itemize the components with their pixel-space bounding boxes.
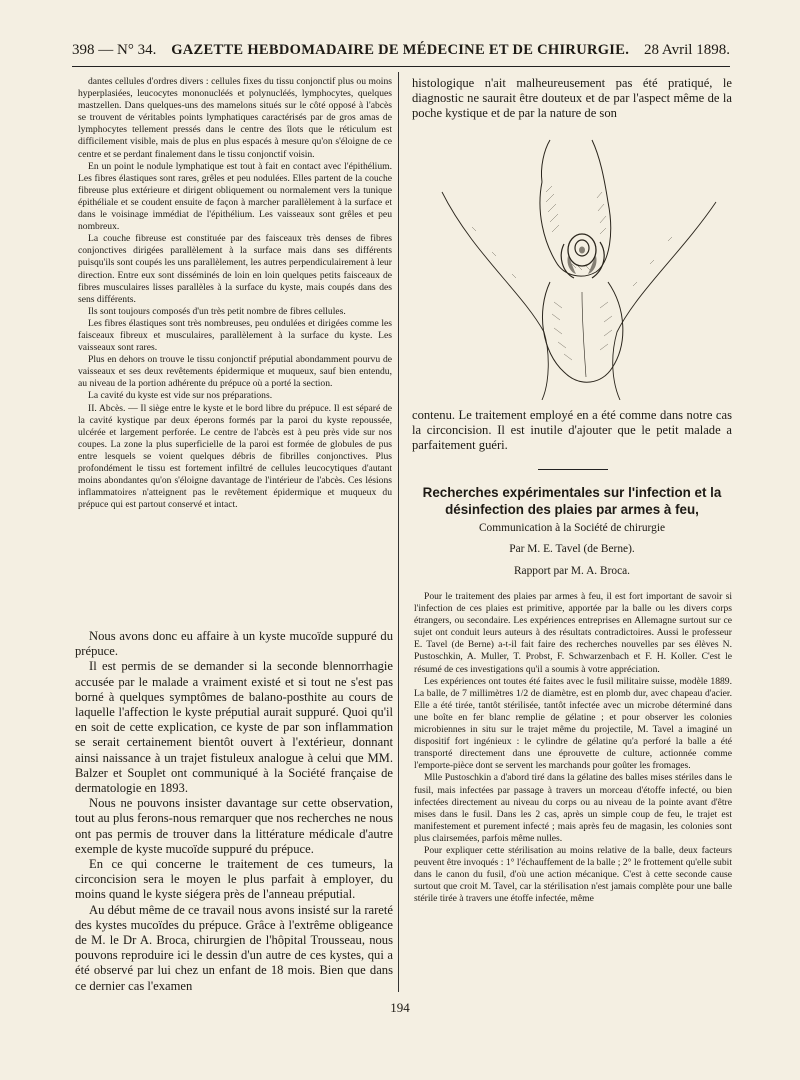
paragraph: Pour expliquer cette stérilisation au moins relative de la balle, deux facteurs peuvent être invoqués : 1° l'échauffement de la balle ; 2° le frottement qu'elle subit dans le canon du fusil, d'où une action mécanique. C'est à cette seconde cause surtout que croit M. Tavel, car la stérilisation n'est jamais complète pour une balle stérile tirée à travers une étoffe infectée, même [414,844,732,905]
left-column-discussion [75,629,393,994]
paragraph: La couche fibreuse est constituée par des faisceaux très denses de fibres conjonctives dirigées parallèlement à la surface mais dans ses différents puisqu'ils sont coupés les uns parallèlement, les autres perpendiculairement à leur direction. Entre eux sont disséminés de loin en loin quelques petits faisceaux de fibres musculaires lisses parallèles à la surface du kyste, mais coupés dans des sens différents. [78,233,392,305]
paragraph: Ils sont toujours composés d'un très petit nombre de fibres cellules. [88,305,346,317]
running-header [72,42,730,64]
journal-title: GAZETTE HEBDOMADAIRE DE MÉDECINE ET DE CHIRURGIE. [171,42,630,58]
paragraph: En ce qui concerne le traitement de ces tumeurs, la circoncision sera le moyen le plus parfait à employer, du moins quand le kyste siégera près de l'anneau préputial. [75,857,393,902]
paragraph: En un point le nodule lymphatique est tout à fait en contact avec l'épithélium. Les fibres élastiques sont rares, grêles et peu nodulées. Elles partent de la couche fibreuse plus extérieure et dirigent obliquement ou normalement vers la tunique épithéliale et se coudent ensuite de façon à marcher parallèlement à la surface et dans le voisinage immédiat de l'épithélium. Les vaisseaux sont grêles et peu nombreux. [78,160,392,233]
article-report: Rapport par M. A. Broca. [513,565,631,577]
paragraph: II. Abcès. — Il siège entre le kyste et le bord libre du prépuce. Il est séparé de la cavité kystique par deux éperons formés par la paroi du kyste repoussée, ulcérée et largement perforée. Le centre de l'abcès est à peu près vide sur nos coupes. La zone la plus superficielle de la paroi est formée de globules de pus entre lesquels se voient quelques débris de fibrilles conjonctives. Plus profondément le tissu est fortement infiltré de cellules leucocytiques d'autant moins abondantes qu'on s'éloigne davantage de l'intérieur de l'abcès. Ces lésions inflammatoires n'atteignent pas le revêtement épidermique et muqueux du prépuce qui est partout conservé et intact. [78,402,392,511]
column-divider [398,72,399,992]
article-author: Par M. E. Tavel (de Berne). [509,543,635,555]
paragraph: Plus en dehors on trouve le tissu conjonctif préputial abondamment pourvu de vaisseaux et ses deux revêtements épidermique et muqueux, sauf bien entendu, au niveau de la portion adhérente du prépuce où a porté la section. [78,354,392,390]
article-title: Recherches expérimentales sur l'infection et la désinfection des plaies par armes à feu, [422,485,722,517]
paragraph: contenu. Le traitement employé en a été comme dans notre cas la circoncision. Il est inutile d'ajouter que le petit malade a parfaitement guéri. [412,408,732,453]
left-column-histology [78,76,392,511]
paragraph: Nous ne pouvons insister davantage sur cette observation, tout au plus ferons-nous remarquer que nos recherches ne nous ont pas permis de trouver dans la littérature médicale d'autre exemple de kyste mucoïde suppuré du prépuce. [75,796,393,856]
article-communication: Communication à la Société de chirurgie [478,522,666,534]
paragraph: histologique n'ait malheureusement pas été pratiqué, le diagnostic ne saurait être douteux et de par l'aspect même de la poche kystique et de par la nature de son [412,76,732,121]
article-separator [538,469,608,470]
page-number: 194 [390,1000,410,1015]
paragraph: Mlle Pustoschkin a d'abord tiré dans la gélatine des balles mises stériles dans le fusil, mais infectées par passage à travers un morceau d'étoffe infecté, ou bien infectées directement au niveau du corps ou au niveau de la pointe avant d'être mises dans le fusil. Dans les 2 cas, après un simple coup de feu, le trajet est manifestement et purement infecté ; mais après feu de magasin, les colonies sont plus clairsemées, parfois même nulles. [414,772,732,844]
page-label: 398 — N° 34. [72,42,157,58]
paragraph: Il est permis de se demander si la seconde blennorrhagie accusée par le malade a vraiment existé et si tout ne s'est pas borné à quelques symptômes de balano-posthite au cours de laquelle l'affection le kyste préputial aurait suppuré. Quoi qu'il en soit de cette explication, ce kyste de par son inflammation se serait certainement bientôt ouvert à l'extérieur, donnant ainsi naissance à un trajet fistuleux analogue à celui que MM. Balzer et Souplet ont communiqué à la Société française de dermatologie en 1893. [75,659,393,796]
right-column-conclusion [412,408,732,454]
paragraph: Les fibres élastiques sont très nombreuses, peu ondulées et dirigées comme les faisceaux fibreux et musculaires, parallèlement à la surface du kyste. Les vaisseaux sont rares. [78,317,392,354]
right-column-continuation [412,76,732,122]
paragraph: La cavité du kyste est vide sur nos préparations. [88,390,273,402]
right-column-article-body [414,591,732,905]
paragraph: Au début même de ce travail nous avons insisté sur la rareté des kystes mucoïdes du prépuce. Grâce à l'extrême obligeance de M. le Dr A. Broca, chirurgien de l'hôpital Trousseau, nous pouvons reproduire ici le dessin d'un autre de ces kystes, qui a été observé par lui chez un enfant de 18 mois. Bien que dans ce dernier cas l'examen [75,902,393,993]
paragraph: dantes cellules d'ordres divers : cellules fixes du tissu conjonctif plus ou moins hyperplasiées, leucocytes mononucléés et polynucléés, lymphocytes, quelques mastzellen. Dans quelques-uns des mamelons situés sur le côté opposé à l'abcès se trouvent de véritables points lymphatiques caractérisés par de gros amas de lymphocytes tellement pressés dans le centre des îlots que le réticulum est difficilement visible, mais de plus en plus espacés à mesure qu'on s'éloigne de ce centre et se perdant finalement dans le tissu conjonctif voisin. [78,76,392,160]
anatomical-illustration [432,132,722,400]
issue-date: 28 Avril 1898. [644,42,730,58]
paragraph: Les expériences ont toutes été faites avec le fusil militaire suisse, modèle 1889. La balle, de 7 millimètres 1/2 de diamètre, est en plomb dur, avec chapeau d'acier. Elle a été tirée, tantôt stérilisée, tantôt infectée avec un microbe déterminé dans une boîte en fer blanc remplie de gélatine ; et pour observer les colonies microbiennes in situ sur le trajet même du projectile, M. Tavel a imaginé un dispositif fort ingénieux : le cylindre de gélatine qu'a perforé la balle a été transporté directement dans une éprouvette de culture, actionnée comme l'emporte-pièce dont se servent les marchands pour goûter les fromages. [414,675,732,772]
illustration-drawing [432,132,722,400]
header-rule [72,66,730,67]
paragraph: Pour le traitement des plaies par armes à feu, il est fort important de savoir si l'infection de ces plaies est primitive, apportée par la balle ou les divers corps étrangers, ou secondaire. Les expériences entreprises en Allemagne surtout sur ce sujet ont conduit leurs auteurs à des résultats contradictoires. Aussi le professeur E. Tavel (de Berne) a-t-il fait faire des recherches nouvelles par ses élèves N. Pustoschkin, A. Muller, T. Probst, F. Schwarzenbach et F. H. Koller. C'est le résumé de ces investigations qu'il a soumis à votre appréciation. [414,591,732,675]
paragraph: Nous avons donc eu affaire à un kyste mucoïde suppuré du prépuce. [75,629,393,659]
